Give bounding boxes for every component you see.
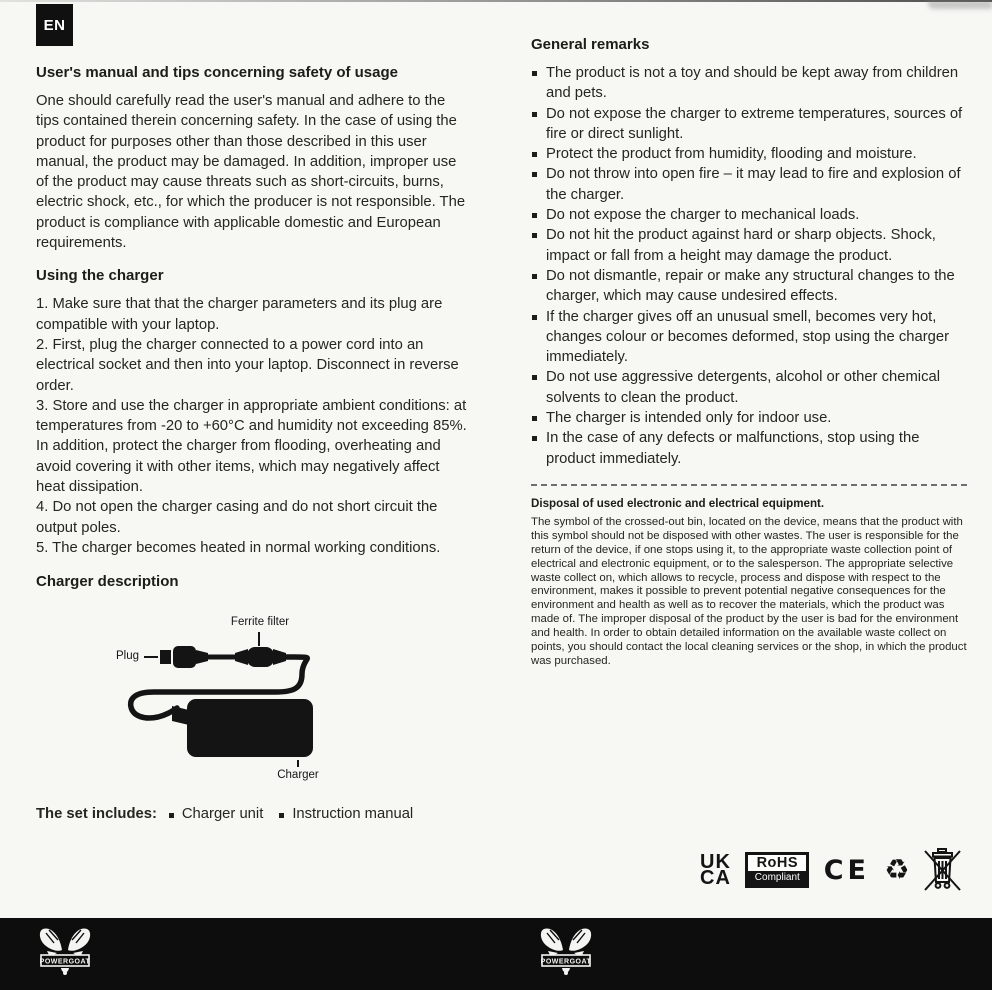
weee-crossed-bin-icon (924, 847, 962, 893)
square-bullet-icon (532, 274, 537, 279)
set-item: Charger unit (181, 806, 264, 823)
ce-mark: CE (823, 854, 870, 886)
remark-text: Do not hit the product against hard or sharp objects. Shock, impact or fall from a height may damage the product. (546, 227, 936, 264)
brand-banner-label: POWERGOAT (540, 958, 592, 966)
rohs-title: RoHS (756, 855, 799, 871)
remark-item (531, 428, 967, 469)
instruction-step: 4. Do not open the charger casing and do not short circuit the output poles. (36, 499, 438, 536)
instruction-step: 5. The charger becomes heated in normal working conditions. (36, 539, 441, 556)
charger-brick-icon (187, 699, 313, 757)
remark-text: Do not throw into open fire – it may lead to fire and explosion of the charger. (546, 166, 961, 203)
remark-item (531, 225, 967, 266)
plug-grip-icon (196, 650, 208, 664)
instruction-step: 3. Store and use the charger in appropriate ambient conditions: at temperatures from -20 to +60°C and humidity not exceeding 85%. In addition, protect the charger from flooding, overheating and avoid covering it with other items, which may negatively affect heat dissipation. (36, 397, 467, 496)
set-includes-row (36, 806, 469, 822)
using-section-heading: Using the charger (36, 267, 164, 285)
remark-item (531, 408, 967, 428)
remark-item (531, 367, 967, 408)
remark-item (531, 63, 967, 104)
right-column (531, 36, 967, 669)
remark-item (531, 307, 967, 368)
remark-text: Do not dismantle, repair or make any structural changes to the charger, which may cause undesired effects. (546, 267, 955, 305)
remark-text: If the charger gives off an unusual smell, becomes very hot, changes colour or becomes deformed, stop using the charger immediately. (546, 308, 950, 366)
dc-connector-icon (172, 706, 189, 725)
powergoat-logo (535, 924, 597, 982)
remarks-section-heading: General remarks (531, 36, 650, 53)
square-bullet-icon (279, 813, 284, 818)
remark-text: The charger is intended only for indoor use. (546, 410, 832, 427)
safety-section-heading: User's manual and tips concerning safety of usage (36, 64, 398, 81)
safety-paragraph: One should carefully read the user's manual and adhere to the tips contained therein concerning safety. In the case of using the product for purposes other than those described in this user manual, the product may be damaged. In addition, improper use of the product may cause threats such as short-circuits, burns, electric shock, etc., for which the producer is not responsible. The product is compliance with applicable domestic and European requirements. (36, 93, 466, 252)
instruction-step: 1. Make sure that that the charger parameters and its plug are compatible with your laptop. (36, 296, 443, 333)
certification-marks-row (700, 845, 962, 895)
remark-item (531, 164, 967, 205)
disposal-section (531, 497, 967, 669)
recycling-icon: ♻ (884, 853, 910, 886)
scan-smudge (928, 0, 992, 9)
square-bullet-icon (169, 813, 174, 818)
plug-body-icon (173, 646, 196, 668)
plug-label: Plug (116, 650, 140, 663)
remark-text: Do not expose the charger to extreme temperatures, sources of fire or direct sunlight. (546, 105, 963, 142)
square-bullet-icon (532, 172, 537, 177)
language-badge: EN (36, 4, 73, 46)
powergoat-logo (34, 924, 96, 982)
ukca-bottom: CA (700, 867, 731, 889)
scan-top-edge (0, 0, 992, 2)
plug-prong-icon (160, 650, 171, 664)
disposal-heading: Disposal of used electronic and electrical equipment. (531, 496, 825, 510)
square-bullet-icon (532, 233, 537, 238)
square-bullet-icon (532, 416, 537, 421)
remark-item (531, 104, 967, 145)
set-item: Instruction manual (292, 806, 414, 823)
square-bullet-icon (532, 315, 537, 320)
square-bullet-icon (532, 375, 537, 380)
remark-text: In the case of any defects or malfunctions, stop using the product immediately. (546, 430, 920, 467)
set-includes-label: The set includes: (36, 806, 157, 823)
square-bullet-icon (532, 71, 537, 76)
square-bullet-icon (532, 436, 537, 441)
description-section-heading: Charger description (36, 573, 179, 591)
remark-text: Protect the product from humidity, flooding and moisture. (546, 146, 917, 163)
remark-text: The product is not a toy and should be kept away from children and pets. (546, 65, 959, 102)
remark-item (531, 266, 967, 307)
ferrite-filter-icon (247, 647, 274, 667)
square-bullet-icon (532, 112, 537, 117)
square-bullet-icon (532, 213, 537, 218)
cable-segment (207, 655, 237, 660)
charger-label: Charger (277, 769, 319, 782)
remark-text: Do not expose the charger to mechanical loads. (546, 207, 860, 224)
ferrite-filter-label: Ferrite filter (230, 616, 290, 629)
charger-diagram (36, 600, 469, 790)
ukca-top: UK (700, 851, 731, 873)
rohs-mark (745, 852, 809, 888)
rohs-compliant-label: Compliant (748, 871, 806, 885)
remark-item (531, 205, 967, 225)
ferrite-taper-left (235, 649, 248, 665)
dashed-divider (531, 484, 967, 486)
square-bullet-icon (532, 152, 537, 157)
footer-bar (0, 918, 992, 990)
instruction-step: 2. First, plug the charger connected to a power cord into an electrical socket and then into your laptop. Disconnect in reverse order. (36, 336, 459, 394)
remark-text: Do not use aggressive detergents, alcohol or other chemical solvents to clean the product. (546, 369, 940, 406)
charger-diagram-art (36, 600, 469, 790)
disposal-text: The symbol of the crossed-out bin, located on the device, means that the product with this symbol should not be disposed with other wastes. The user is responsible for the return of the device, if one stops using it, to the appropriate waste collection point of electrical and electronic equipment, or to the salesperson. The appropriate selective waste collect on, which allows to recycle, process and dispose with respect to the environment, makes it possible to prevent potential negative consequences for the environment and health as well as to recover the materials, which the product was made of. The improper disposal of the product by the user is bad for the environment and health. In order to obtain detailed information on the available waste collect on points, you should contact the local cleaning services or the shop, in which the product was purchased. (531, 515, 967, 667)
ukca-mark (700, 851, 731, 889)
remark-item (531, 144, 967, 164)
left-column (36, 64, 469, 822)
brand-banner-label: POWERGOAT (39, 958, 91, 966)
